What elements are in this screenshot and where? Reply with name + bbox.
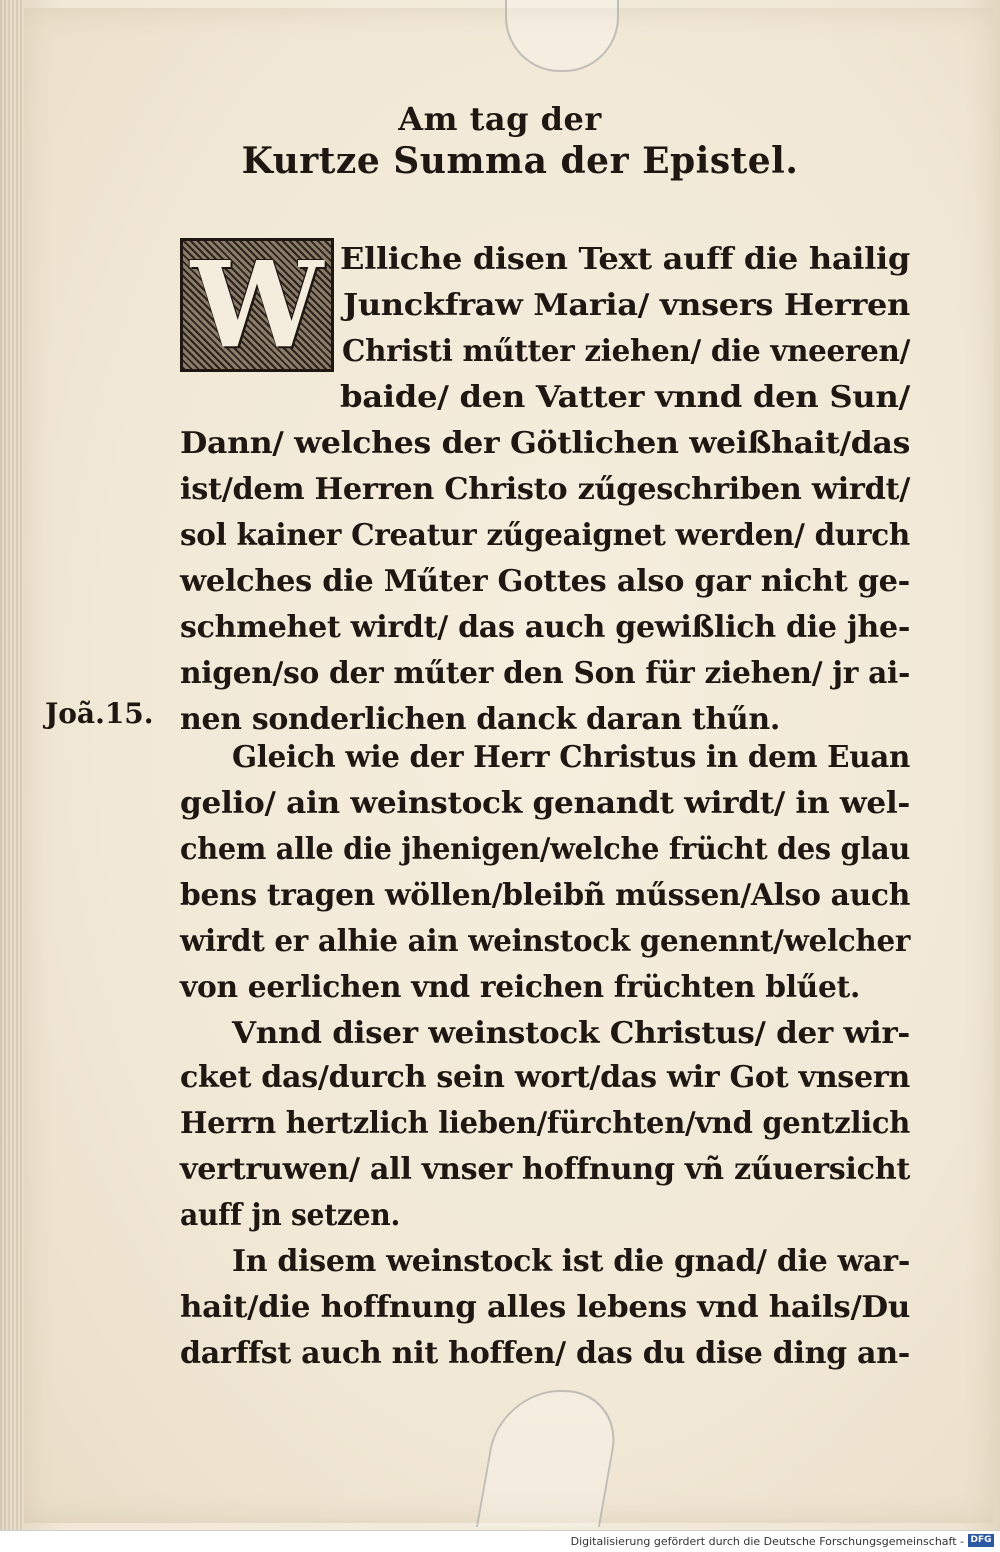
marginal-note: Joã.15. <box>45 697 154 730</box>
heading-line-2: Kurtze Summa der Epistel. <box>241 140 799 182</box>
footer-bar <box>0 1530 1000 1552</box>
text-line: nigen/so der műter den Son für ziehen/ jr ai- <box>180 656 910 691</box>
text-line: Gleich wie der Herr Christus in dem Euan <box>232 740 910 775</box>
text-line: von eerlichen vnd reichen früchten blűet. <box>180 970 860 1005</box>
dfg-logo: DFG <box>968 1534 994 1547</box>
text-line: hait/die hoffnung alles lebens vnd hails/Du <box>180 1290 910 1325</box>
text-line: gelio/ ain weinstock genandt wirdt/ in wel- <box>180 786 910 821</box>
text-line: schmehet wirdt/ das auch gewißlich die jhe- <box>180 610 911 645</box>
text-line: wirdt er alhie ain weinstock genennt/welcher <box>180 924 910 959</box>
text-line: Elliche disen Text auff die hailig <box>340 242 910 277</box>
text-line: cket das/durch sein wort/das wir Got vnsern <box>180 1060 910 1095</box>
text-line: Junckfraw Maria/ vnsers Herren <box>343 288 910 323</box>
text-line: chem alle die jhenigen/welche frücht des glau <box>180 832 910 867</box>
text-line: vertruwen/ all vnser hoffnung vñ zűuersicht <box>180 1152 910 1187</box>
text-line: nen sonderlichen danck daran thűn. <box>180 702 780 737</box>
initial-letter: W <box>190 235 324 374</box>
decorated-initial <box>180 235 334 374</box>
text-line: Herrn hertzlich lieben/fürchten/vnd gentzlich <box>180 1106 910 1141</box>
text-line: darffst auch nit hoffen/ das du dise ding an- <box>180 1336 911 1371</box>
text-line: Vnnd diser weinstock Christus/ der wir- <box>232 1016 910 1051</box>
footer-credit: Digitalisierung gefördert durch die Deutsche Forschungsgemeinschaft - <box>570 1535 964 1548</box>
text-line: Dann/ welches der Götlichen weißhait/das <box>180 426 910 461</box>
text-line: auff jn setzen. <box>180 1198 400 1233</box>
text-line: sol kainer Creatur zűgeaignet werden/ durch <box>180 518 910 553</box>
text-line: In disem weinstock ist die gnad/ die war- <box>232 1244 910 1279</box>
heading-line-1: Am tag der <box>398 100 602 138</box>
text-line: baide/ den Vatter vnnd den Sun/ <box>340 380 910 415</box>
text-line: bens tragen wöllen/bleibñ műssen/Also auch <box>180 878 910 913</box>
text-line: Christi műtter ziehen/ die vneeren/ <box>342 334 910 369</box>
page-edges <box>0 0 22 1530</box>
text-line: ist/dem Herren Christo zűgeschriben wirdt/ <box>180 472 910 507</box>
text-line: welches die Műter Gottes also gar nicht ge- <box>180 564 910 599</box>
